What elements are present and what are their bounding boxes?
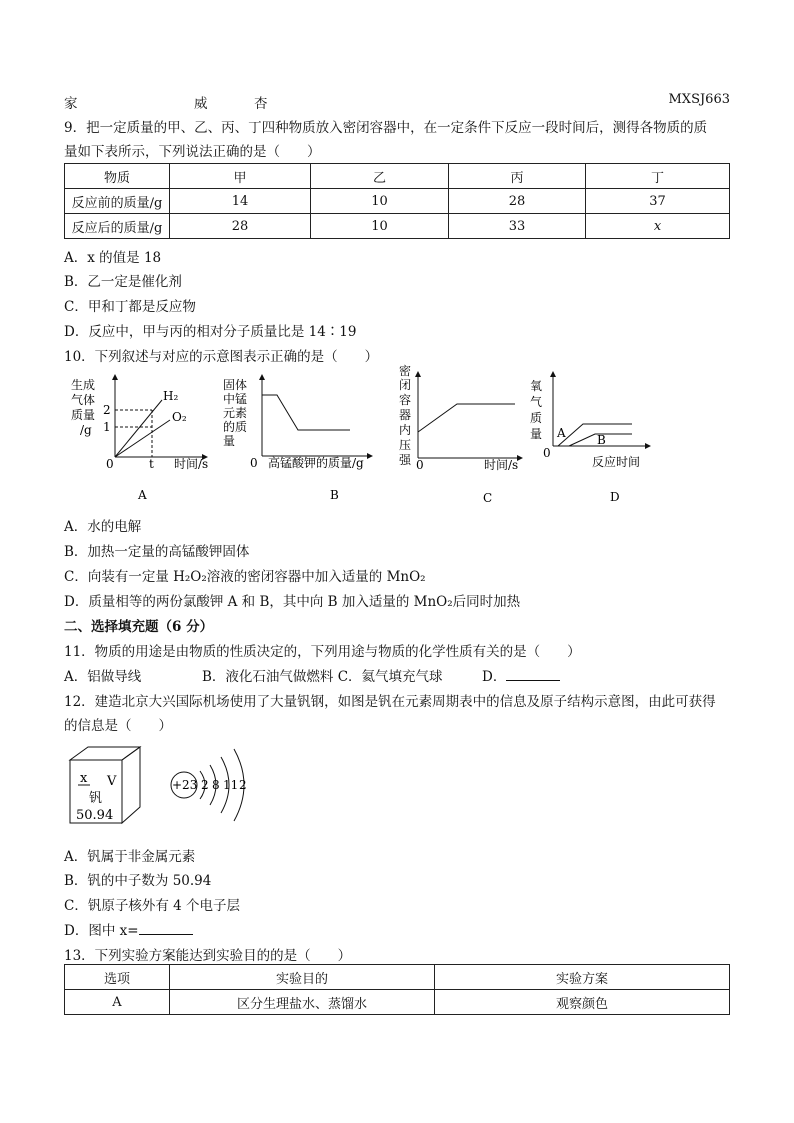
q11-option-b: B．液化石油气做燃料 C．氦气填充气球	[202, 669, 443, 685]
table-cell: 反应前的质量/g	[65, 189, 170, 214]
figure-c-caption: C	[483, 491, 493, 505]
q10-option-a: A．水的电解	[64, 519, 142, 535]
figure-a-ylabel-3: 质量	[71, 408, 96, 422]
element-card-top	[70, 747, 140, 760]
q10-figures	[0, 360, 794, 510]
figure-d	[530, 374, 648, 504]
table-cell: 10	[311, 214, 449, 239]
figure-d-label-b: B	[597, 433, 606, 447]
q10-option-b: B．加热一定量的高锰酸钾固体	[64, 544, 250, 560]
figure-c-ylabel-2: 闭	[399, 378, 412, 392]
table-row	[65, 214, 730, 239]
table-cell: 37	[586, 189, 730, 214]
table-cell: 33	[449, 214, 586, 239]
table-cell: 实验目的	[170, 965, 435, 990]
q12-option-d-label: D．图中 x=	[64, 923, 139, 939]
atom-diagram	[171, 749, 247, 821]
figure-c-ylabel-5: 内	[399, 423, 412, 437]
figure-c	[399, 363, 520, 505]
element-card	[70, 747, 140, 823]
figure-b-caption: B	[330, 488, 339, 502]
table-cell: 14	[170, 189, 311, 214]
table-cell: 丁	[586, 164, 730, 189]
table-cell: 实验方案	[435, 965, 730, 990]
figure-a-xtick: t	[149, 457, 154, 471]
figure-a-h2-label: H₂	[163, 389, 179, 403]
figure-b-curve	[262, 395, 350, 430]
section-title: 二、选择填充题（6 分）	[64, 619, 214, 635]
element-name: 钒	[89, 791, 103, 806]
figure-a-h2-line	[115, 400, 162, 457]
q9-option-d: D．反应中，甲与丙的相对分子质量比是 14∶19	[64, 324, 357, 340]
figure-c-curve	[418, 404, 515, 432]
element-symbol: V	[107, 774, 117, 789]
q10-stem: 10．下列叙述与对应的示意图表示正确的是（ ）	[64, 349, 379, 365]
figure-b-ylabel-1: 固体	[223, 378, 248, 392]
q11-stem: 11．物质的用途是由物质的性质决定的，下列用途与物质的化学性质有关的是（ ）	[64, 644, 581, 660]
table-cell: 选项	[65, 965, 170, 990]
figure-b-origin: 0	[250, 456, 258, 470]
table-cell: 观察颜色	[435, 990, 730, 1015]
figure-c-ylabel-3: 容	[399, 393, 412, 407]
figure-c-ylabel-6: 压	[399, 438, 412, 452]
figure-b-ylabel-5: 量	[223, 434, 236, 448]
figure-c-ylabel-4: 器	[399, 408, 412, 422]
figure-c-origin: 0	[416, 458, 424, 472]
q12-answer-blank	[139, 922, 193, 935]
figure-b-ylabel-4: 的质	[223, 420, 248, 434]
table-row	[65, 189, 730, 214]
q10-option-d: D．质量相等的两份氯酸钾 A 和 B，其中向 B 加入适量的 MnO₂后同时加热	[64, 594, 521, 610]
table-cell: 28	[449, 189, 586, 214]
table-cell: 反应后的质量/g	[65, 214, 170, 239]
figure-a-ytick-2: 2	[103, 403, 111, 417]
q13-table	[64, 964, 730, 1015]
q12-option-a: A．钒属于非金属元素	[64, 849, 196, 865]
figure-a-ylabel-4: /g	[80, 423, 92, 437]
table-cell: 区分生理盐水、蒸馏水	[170, 990, 435, 1015]
q11-option-d-label: D．	[482, 669, 507, 685]
figure-a-ytick-1: 1	[103, 420, 111, 434]
q11-option-d	[482, 665, 560, 685]
table-cell: A	[65, 990, 170, 1015]
figure-a	[71, 377, 208, 502]
figure-d-origin: 0	[543, 446, 551, 460]
q9-stem-line2: 量如下表所示，下列说法正确的是（ ）	[64, 144, 321, 160]
figure-d-ylabel-2: 气	[530, 395, 543, 409]
q12-option-c: C．钒原子核外有 4 个电子层	[64, 898, 241, 914]
figure-a-o2-label: O₂	[172, 410, 187, 424]
table-cell: 28	[170, 214, 311, 239]
figure-a-o2-line	[115, 420, 170, 457]
figure-d-ylabel-1: 氧	[530, 379, 543, 393]
table-cell: 10	[311, 189, 449, 214]
q9-option-a: A．x 的值是 18	[64, 250, 162, 266]
table-row	[65, 990, 730, 1015]
table-cell: 物质	[65, 164, 170, 189]
figure-d-label-a: A	[557, 426, 566, 440]
q11-option-a: A．铝做导线	[64, 669, 142, 685]
table-cell: 乙	[311, 164, 449, 189]
q12-stem-line2: 的信息是（ ）	[64, 718, 172, 734]
element-mass: 50.94	[76, 808, 114, 823]
header-char-1: 家	[64, 96, 78, 112]
q12-option-d	[64, 919, 193, 939]
figure-d-caption: D	[610, 490, 620, 504]
q12-option-b: B．钒的中子数为 50.94	[64, 873, 212, 889]
q9-table	[64, 163, 730, 239]
header-char-3: 杏	[254, 96, 268, 112]
q9-option-b: B．乙一定是催化剂	[64, 274, 182, 290]
figure-a-xlabel: 时间/s	[174, 457, 209, 471]
shell-electrons-1: 2	[201, 778, 209, 792]
q11-answer-blank	[506, 668, 560, 681]
figure-c-ylabel-1: 密	[399, 364, 412, 378]
figure-d-curve-a	[558, 424, 632, 446]
table-cell: 丙	[449, 164, 586, 189]
table-header-row	[65, 164, 730, 189]
figure-b-ylabel-2: 中锰	[223, 392, 248, 406]
element-card-side	[122, 747, 140, 823]
figure-a-caption: A	[138, 488, 147, 502]
shell-electrons-2: 8	[212, 778, 220, 792]
q10-option-c: C．向装有一定量 H₂O₂溶液的密闭容器中加入适量的 MnO₂	[64, 569, 426, 585]
figure-c-ylabel-7: 强	[399, 453, 412, 467]
q9-option-c: C．甲和丁都是反应物	[64, 299, 196, 315]
figure-b	[223, 377, 370, 502]
q12-stem-line1: 12．建造北京大兴国际机场使用了大量钒钢，如图是钒在元素周期表中的信息及原子结构示意图，由此可获得	[64, 694, 716, 710]
q13-stem: 13．下列实验方案能达到实验目的的是（ ）	[64, 948, 352, 964]
figure-a-ylabel-2: 气体	[71, 393, 96, 407]
figure-d-ylabel-4: 量	[530, 427, 543, 441]
q12-figure	[60, 735, 260, 835]
table-cell: 甲	[170, 164, 311, 189]
shell-electrons-3: 11	[223, 778, 239, 792]
element-number: x	[80, 771, 88, 786]
figure-b-ylabel-3: 元素	[223, 406, 248, 420]
figure-d-ylabel-3: 质	[530, 411, 543, 425]
figure-a-ylabel-1: 生成	[71, 378, 96, 392]
figure-a-origin: 0	[106, 457, 114, 471]
figure-b-xlabel: 高锰酸钾的质量/g	[268, 456, 364, 470]
figure-c-xlabel: 时间/s	[484, 458, 519, 472]
header-char-2: 威	[194, 96, 208, 112]
table-header-row	[65, 965, 730, 990]
table-cell: x	[586, 214, 730, 239]
q9-stem-line1: 9．把一定质量的甲、乙、丙、丁四种物质放入密闭容器中，在一定条件下反应一段时间后，测得各物质的质	[64, 120, 708, 136]
nucleus-charge: +23	[172, 778, 198, 792]
document-code: MXSJ663	[668, 92, 730, 107]
figure-d-xlabel: 反应时间	[592, 455, 641, 469]
shell-electrons-4: 2	[239, 778, 247, 792]
